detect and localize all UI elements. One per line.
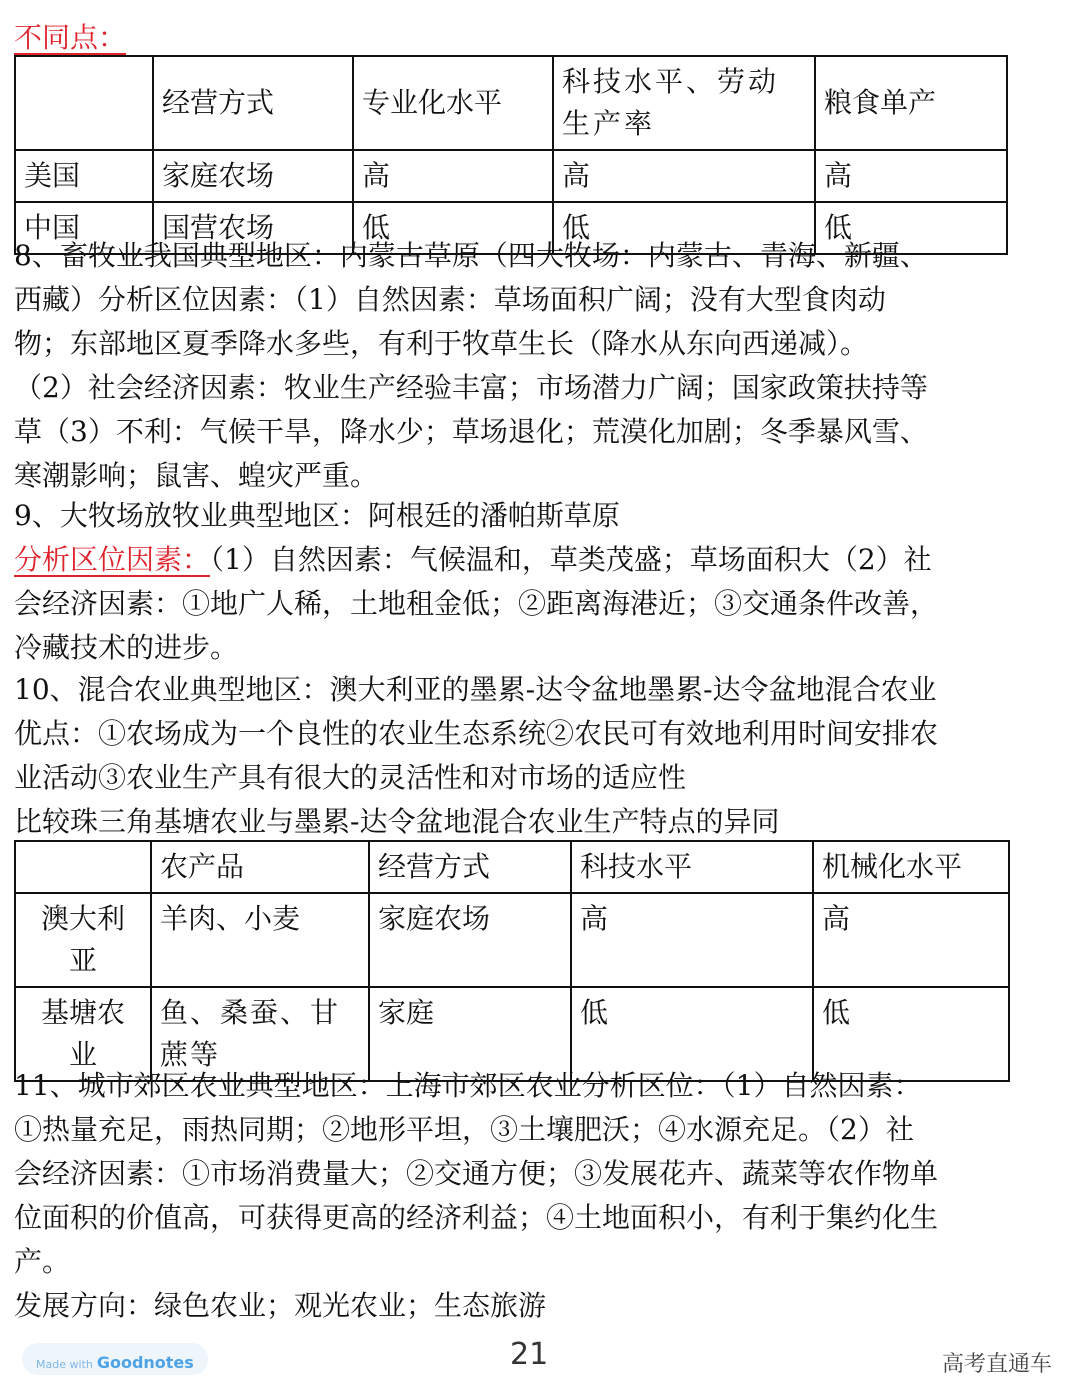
text-line: 会经济因素：①地广人稀，土地租金低；②距离海港近；③交通条件改善， xyxy=(14,587,939,620)
table-cell: 高 xyxy=(571,893,813,987)
table-cell: 中国 xyxy=(15,202,153,254)
table-cell: 低 xyxy=(815,202,1007,254)
table-cell: 羊肉、小麦 xyxy=(151,893,369,987)
text-line: 草（3）不利：气候干旱，降水少；草场退化；荒漠化加剧；冬季暴风雪、 xyxy=(14,415,928,448)
table-row xyxy=(15,893,1009,987)
table-cell: 鱼、桑蚕、甘蔗等 xyxy=(151,987,369,1081)
table-cell: 国营农场 xyxy=(153,202,353,254)
made-with-goodnotes-badge xyxy=(22,1343,208,1375)
table-cell: 高 xyxy=(813,893,1009,987)
text-line: ①热量充足，雨热同期；②地形平坦，③土壤肥沃；④水源充足。（2）社 xyxy=(14,1113,914,1146)
text-line: 11、城市郊区农业典型地区：上海市郊区农业分析区位：（1）自然因素： xyxy=(14,1069,922,1102)
table-cell: 家庭农场 xyxy=(153,150,353,202)
table-cell: 家庭 xyxy=(369,987,571,1081)
table-header-cell: 农产品 xyxy=(151,841,369,893)
text-line: 产。 xyxy=(14,1245,71,1278)
table-cell: 低 xyxy=(571,987,813,1081)
text-line: 8、畜牧业我国典型地区：内蒙古草原（四大牧场：内蒙古、青海、新疆、 xyxy=(14,239,928,272)
table-header-cell: 科技水平 xyxy=(571,841,813,893)
text-line: 10、混合农业典型地区：澳大利亚的墨累-达令盆地墨累-达令盆地混合农业 xyxy=(14,673,937,706)
paragraph-10-mixed-farming xyxy=(14,668,1054,844)
table-cell: 低 xyxy=(813,987,1009,1081)
text-line: 发展方向：绿色农业；观光农业；生态旅游 xyxy=(14,1289,547,1322)
text-line: （2）社会经济因素：牧业生产经验丰富；市场潜力广阔；国家政策扶持等 xyxy=(14,371,928,404)
table-header-row xyxy=(15,841,1009,893)
table-header-cell xyxy=(15,56,153,150)
analysis-label: 分析区位因素： xyxy=(14,543,211,576)
table-header-cell: 粮食单产 xyxy=(815,56,1007,150)
badge-brand-text: Goodnotes xyxy=(96,1353,194,1372)
text-line: 物；东部地区夏季降水多些，有利于牧草生长（降水从东向西递减）。 xyxy=(14,327,869,360)
table-cell: 高 xyxy=(815,150,1007,202)
paragraph-9-ranching xyxy=(14,494,1054,670)
watermark-text: 高考直通车 xyxy=(941,1352,1052,1377)
badge-small-text: Made with xyxy=(36,1358,93,1371)
table-cell: 美国 xyxy=(15,150,153,202)
table-cell: 低 xyxy=(553,202,815,254)
text-line: 9、大牧场放牧业典型地区：阿根廷的潘帕斯草原 xyxy=(14,499,620,532)
text-line: 业活动③农业生产具有很大的灵活性和对市场的适应性 xyxy=(14,761,687,794)
table-header-cell: 经营方式 xyxy=(153,56,353,150)
table-header-cell: 经营方式 xyxy=(369,841,571,893)
paragraph-8-livestock xyxy=(14,234,1054,498)
comparison-table-australia-jitang xyxy=(14,840,1010,1082)
table-header-cell: 专业化水平 xyxy=(353,56,553,150)
table-header-cell: 机械化水平 xyxy=(813,841,1009,893)
page-number: 21 xyxy=(510,1337,549,1372)
text-span: （1）自然因素：气候温和，草类茂盛；草场面积大（2）社 xyxy=(210,543,932,576)
section-heading-differences: 不同点： xyxy=(14,21,127,54)
table-cell: 高 xyxy=(353,150,553,202)
text-line: 冷藏技术的进步。 xyxy=(14,631,239,664)
table-header-row xyxy=(15,56,1007,150)
comparison-table-usa-china xyxy=(14,55,1008,255)
text-line: 比较珠三角基塘农业与墨累-达令盆地混合农业生产特点的异同 xyxy=(14,805,780,838)
table-header-cell: 科技水平、劳动生产率 xyxy=(553,56,815,150)
table-cell: 澳大利亚 xyxy=(15,893,151,987)
text-line: 优点：①农场成为一个良性的农业生态系统②农民可有效地利用时间安排农 xyxy=(14,717,939,750)
text-line: 会经济因素：①市场消费量大；②交通方便；③发展花卉、蔬菜等农作物单 xyxy=(14,1157,939,1190)
table-row xyxy=(15,150,1007,202)
text-line: 位面积的价值高，可获得更高的经济利益；④土地面积小，有利于集约化生 xyxy=(14,1201,939,1234)
text-line xyxy=(14,538,1054,582)
table-cell: 家庭农场 xyxy=(369,893,571,987)
paragraph-11-suburban-farming xyxy=(14,1064,1054,1328)
table-header-cell xyxy=(15,841,151,893)
text-line: 西藏）分析区位因素：（1）自然因素：草场面积广阔；没有大型食肉动 xyxy=(14,283,886,316)
table-cell: 高 xyxy=(553,150,815,202)
table-cell: 低 xyxy=(353,202,553,254)
table-cell: 基塘农业 xyxy=(15,987,151,1081)
text-line: 寒潮影响；鼠害、蝗灾严重。 xyxy=(14,459,379,492)
